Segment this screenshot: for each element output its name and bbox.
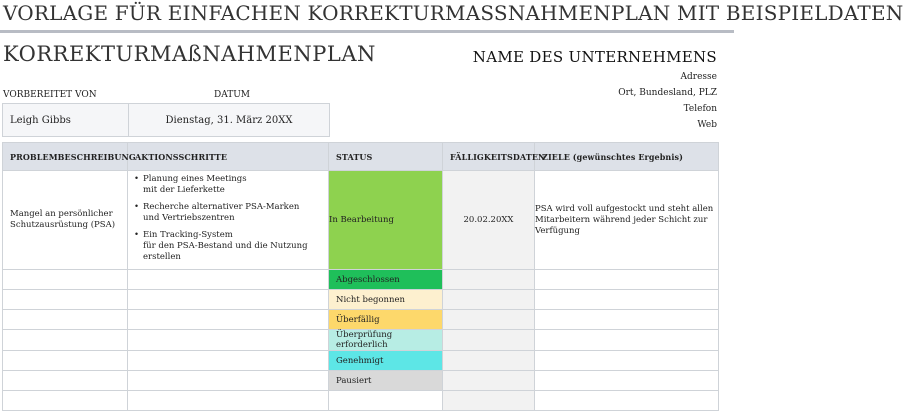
status-cell[interactable]: Genehmigt <box>329 351 443 371</box>
goal-cell[interactable] <box>535 310 719 330</box>
problem-cell[interactable]: Mangel an persönlicher Schutzausrüstung (PSA) <box>3 171 128 270</box>
company-name: NAME DES UNTERNEHMENS <box>472 48 717 66</box>
header-problem: PROBLEMBESCHREIBUNG <box>3 143 128 171</box>
goal-cell[interactable] <box>535 351 719 371</box>
header-goals: ZIELE (gewünschtes Ergebnis) <box>535 143 719 171</box>
status-cell[interactable]: Nicht begonnen <box>329 290 443 310</box>
prepared-by-label: VORBEREITET VON <box>3 90 97 100</box>
problem-cell[interactable] <box>3 391 128 411</box>
steps-cell[interactable] <box>128 310 329 330</box>
problem-cell[interactable] <box>3 310 128 330</box>
due-date-cell[interactable] <box>443 290 535 310</box>
status-cell[interactable]: Überfällig <box>329 310 443 330</box>
header-steps: AKTIONSSCHRITTE <box>128 143 329 171</box>
header-status: STATUS <box>329 143 443 171</box>
company-web: Web <box>697 120 717 130</box>
problem-cell[interactable] <box>3 351 128 371</box>
due-date-cell[interactable]: 20.02.20XX <box>443 171 535 270</box>
company-address: Adresse <box>680 72 717 82</box>
status-cell[interactable] <box>329 391 443 411</box>
bullet-icon: • <box>134 230 140 240</box>
steps-cell[interactable] <box>128 290 329 310</box>
table-row <box>3 171 719 270</box>
step-line: mit der Lieferkette <box>143 185 225 195</box>
meta-row <box>2 103 330 137</box>
steps-cell[interactable] <box>128 371 329 391</box>
goal-cell[interactable]: PSA wird voll aufgestockt und steht allen Mitarbeitern während jeder Schicht zur Verfügung <box>535 171 719 270</box>
date-value[interactable]: Dienstag, 31. März 20XX <box>165 114 293 126</box>
prepared-by-value[interactable]: Leigh Gibbs <box>3 104 129 136</box>
table-row <box>3 270 719 290</box>
step-line: Planung eines Meetings <box>143 174 247 184</box>
goal-cell[interactable] <box>535 391 719 411</box>
banner-divider <box>0 30 734 33</box>
due-date-cell[interactable] <box>443 270 535 290</box>
due-date-cell[interactable] <box>443 310 535 330</box>
date-label: DATUM <box>214 90 251 100</box>
banner-title: VORLAGE FÜR EINFACHEN KORREKTURMASSNAHMENPLAN MIT BEISPIELDATEN <box>3 1 903 25</box>
problem-cell[interactable] <box>3 270 128 290</box>
table-row <box>3 351 719 371</box>
step-item <box>134 174 328 196</box>
problem-cell[interactable] <box>3 330 128 351</box>
table-row <box>3 391 719 411</box>
goal-cell[interactable] <box>535 270 719 290</box>
status-cell[interactable]: Abgeschlossen <box>329 270 443 290</box>
goal-cell[interactable] <box>535 330 719 351</box>
step-item <box>134 230 328 263</box>
step-line: Recherche alternativer PSA-Marken <box>143 202 300 212</box>
goal-cell[interactable] <box>535 290 719 310</box>
status-cell[interactable]: In Bearbeitung <box>329 171 443 270</box>
due-date-cell[interactable] <box>443 371 535 391</box>
steps-cell[interactable] <box>128 171 329 270</box>
table-row <box>3 371 719 391</box>
steps-cell[interactable] <box>128 330 329 351</box>
problem-cell[interactable] <box>3 371 128 391</box>
table-row <box>3 330 719 351</box>
document-title: KORREKTURMAßNAHMENPLAN <box>3 42 376 66</box>
step-line: und Vertriebszentren <box>143 213 235 223</box>
steps-cell[interactable] <box>128 391 329 411</box>
bullet-icon: • <box>134 174 140 184</box>
goal-cell[interactable] <box>535 371 719 391</box>
step-item <box>134 202 328 224</box>
status-cell[interactable]: Pausiert <box>329 371 443 391</box>
company-phone: Telefon <box>683 104 717 114</box>
step-line: für den PSA-Bestand und die Nutzung erstellen <box>143 241 308 262</box>
problem-cell[interactable] <box>3 290 128 310</box>
step-line: Ein Tracking-System <box>143 230 233 240</box>
company-city-line: Ort, Bundesland, PLZ <box>618 88 717 98</box>
table-row <box>3 310 719 330</box>
table-row <box>3 290 719 310</box>
steps-cell[interactable] <box>128 270 329 290</box>
due-date-cell[interactable] <box>443 391 535 411</box>
action-plan-table <box>2 142 719 411</box>
table-header-row <box>3 143 719 171</box>
header-due-date: FÄLLIGKEITSDATEN <box>443 143 535 171</box>
status-cell[interactable]: Überprüfung erforderlich <box>329 330 443 351</box>
due-date-cell[interactable] <box>443 330 535 351</box>
due-date-cell[interactable] <box>443 351 535 371</box>
bullet-icon: • <box>134 202 140 212</box>
steps-cell[interactable] <box>128 351 329 371</box>
